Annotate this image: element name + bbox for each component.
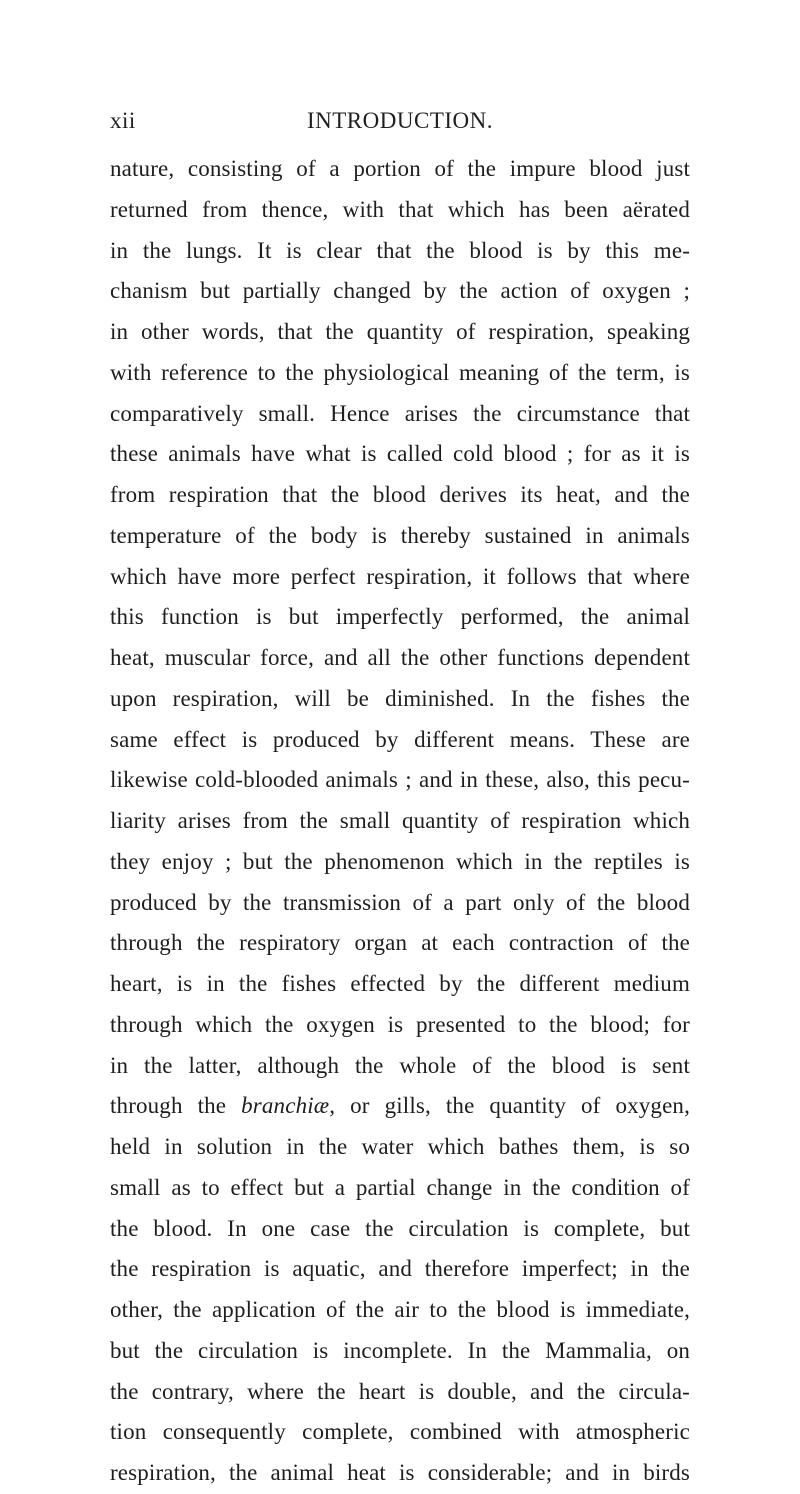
text-line: comparatively small. Hence arises the circumstance that — [110, 400, 690, 426]
text-fragment: through the — [110, 1093, 242, 1119]
text-line: heart, is in the fishes effected by the different medium — [110, 971, 690, 996]
italic-term-branchiae: branchiæ — [241, 1093, 330, 1119]
text-line: produced by the transmission of a part only of the blood — [110, 889, 690, 915]
text-line: these animals have what is called cold blood ; for as it is — [110, 441, 690, 467]
text-line: in the latter, although the whole of the blood is sent — [110, 1052, 690, 1078]
text-line: liarity arises from the small quantity of respiration which — [110, 808, 690, 833]
text-line: but the circulation is incomplete. In the Mammalia, on — [110, 1337, 690, 1363]
text-line: small as to effect but a partial change in the condition of — [110, 1174, 690, 1200]
text-line: respiration, the animal heat is considerable; and in birds — [110, 1460, 690, 1485]
text-line: held in solution in the water which bathes them, is so — [110, 1134, 690, 1159]
text-line: chanism but partially changed by the action of oxygen ; — [110, 278, 690, 304]
text-line: through the respiratory organ at each contraction of the — [110, 930, 690, 956]
text-line: heat, muscular force, and all the other functions dependent — [110, 645, 690, 670]
text-line: which have more perfect respiration, it follows that where — [110, 563, 690, 589]
text-line: upon respiration, will be diminished. In the fishes the — [110, 685, 690, 711]
page-number: xii — [110, 108, 136, 133]
text-line: the blood. In one case the circulation is complete, but — [110, 1215, 690, 1241]
text-line: returned from thence, with that which has been aërated — [110, 196, 690, 222]
text-line: likewise cold-blooded animals ; and in these, also, this pecu- — [110, 767, 690, 793]
text-line: other, the application of the air to the blood is immediate, — [110, 1297, 690, 1322]
text-fragment: , or gills, the quantity of oxygen, — [329, 1093, 690, 1119]
text-line: with reference to the physiological meaning of the term, is — [110, 359, 690, 385]
text-line: temperature of the body is thereby sustained in animals — [110, 522, 690, 548]
text-line: in the lungs. It is clear that the blood is by this me- — [110, 237, 690, 263]
text-line: the contrary, where the heart is double, and the circula- — [110, 1378, 690, 1404]
text-line: the respiration is aquatic, and therefore imperfect; in the — [110, 1256, 690, 1282]
text-line: this function is but imperfectly performed, the animal — [110, 604, 690, 630]
text-line: in other words, that the quantity of respiration, speaking — [110, 319, 690, 344]
body-paragraph — [110, 149, 690, 1494]
text-line: tion consequently complete, combined with atmospheric — [110, 1419, 690, 1445]
text-line: through which the oxygen is presented to the blood; for — [110, 1011, 690, 1037]
text-line-branchiae — [110, 1086, 690, 1127]
text-line: same effect is produced by different means. These are — [110, 726, 690, 752]
text-line: from respiration that the blood derives its heat, and the — [110, 482, 690, 507]
running-title: INTRODUCTION. — [306, 108, 493, 133]
text-line: nature, consisting of a portion of the impure blood just — [110, 156, 690, 181]
running-head — [110, 108, 690, 138]
text-line: they enjoy ; but the phenomenon which in the reptiles is — [110, 848, 690, 874]
